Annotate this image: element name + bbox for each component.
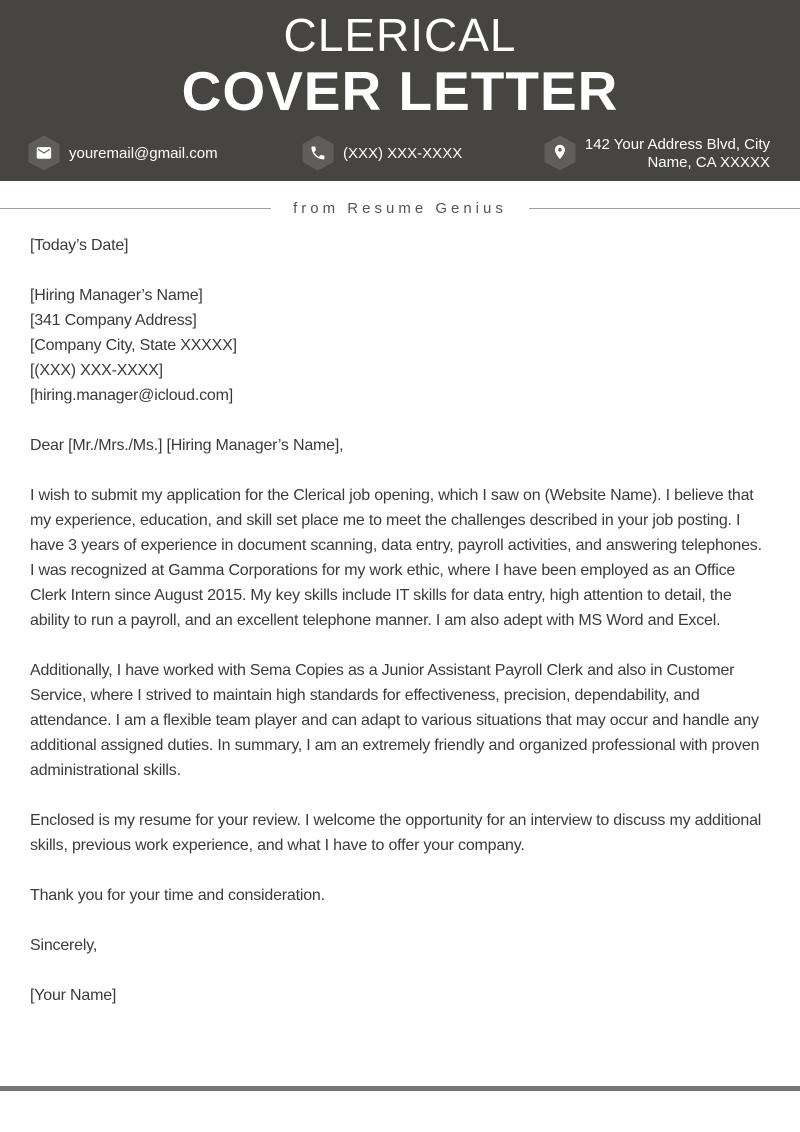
contact-address — [544, 135, 770, 172]
body-paragraph-2: Additionally, I have worked with Sema Copies as a Junior Assistant Payroll Clerk and also in Customer Service, where I strived to maintain high standards for effectiveness, precision, dependability, and attendance. I am a flexible team player and can adapt to various situations that may occur and handle any additional assigned duties. In summary, I am an extremely friendly and organized professional with proven administrational skills. — [30, 662, 760, 779]
letter-body — [30, 233, 770, 1008]
divider-label: from Resume Genius — [293, 199, 507, 217]
sign-off: Sincerely, — [30, 937, 98, 954]
recipient-name: [Hiring Manager’s Name] — [30, 287, 203, 304]
contact-email — [28, 135, 218, 171]
salutation: Dear [Mr./Mrs./Ms.] [Hiring Manager’s Name], — [30, 437, 344, 454]
letter-date: [Today’s Date] — [30, 237, 129, 254]
divider-line-right — [529, 208, 800, 209]
body-paragraph-1: I wish to submit my application for the Clerical job opening, which I saw on (Website Name). I believe that my experience, education, and skill set place me to meet the challenges described in your job posting. I have 3 years of experience in document scanning, data entry, payroll activities, and answering telephones. I was recognized at Gamma Corporations for my work ethic, where I have been employed as an Office Clerk Intern since August 2015. My key skills include IT skills for data entry, high attention to detail, the ability to run a payroll, and an excellent telephone manner. I am also adept with MS Word and Excel. — [30, 487, 762, 629]
contact-address-line2: Name, CA XXXXX — [647, 154, 770, 171]
recipient-block — [30, 283, 770, 408]
contact-address-line1: 142 Your Address Blvd, City — [584, 136, 770, 153]
footer-bar — [0, 1086, 800, 1091]
contact-phone-text: (XXX) XXX-XXXX — [343, 144, 463, 162]
document-title-line2: COVER LETTER — [181, 60, 619, 122]
body-paragraph-4: Thank you for your time and consideration. — [30, 887, 325, 904]
contact-address-text — [585, 135, 770, 172]
recipient-phone: [(XXX) XXX-XXXX] — [30, 362, 163, 379]
recipient-city: [Company City, State XXXXX] — [30, 337, 237, 354]
contact-row — [0, 133, 800, 175]
location-icon — [544, 135, 576, 171]
source-divider — [0, 200, 800, 216]
document-title-line1: CLERICAL — [283, 9, 517, 61]
recipient-email: [hiring.manager@icloud.com] — [30, 387, 233, 404]
phone-icon — [302, 135, 334, 171]
divider-line-left — [0, 208, 271, 209]
signature: [Your Name] — [30, 987, 117, 1004]
contact-phone — [302, 135, 462, 171]
body-paragraph-3: Enclosed is my resume for your review. I welcome the opportunity for an interview to discuss my additional skills, previous work experience, and what I have to offer your company. — [30, 812, 762, 854]
email-icon — [28, 135, 60, 171]
letter-header — [0, 0, 800, 181]
recipient-street: [341 Company Address] — [30, 312, 197, 329]
contact-email-text: youremail@gmail.com — [69, 144, 218, 162]
